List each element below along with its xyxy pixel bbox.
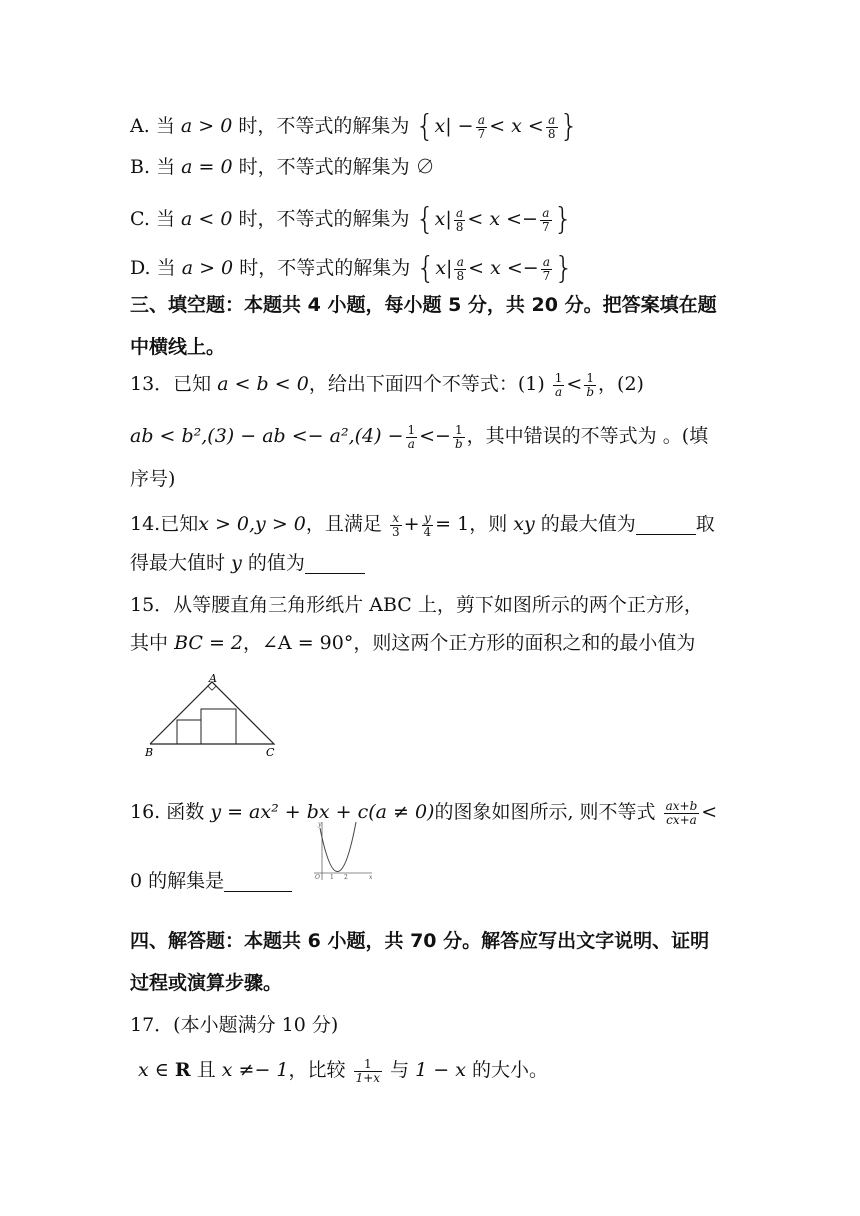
fraction [540,207,552,233]
numerator: 1 [453,424,465,438]
q13-line-2 [130,424,708,450]
set-text: x| [435,257,453,279]
option-text: 时，不等式的解集为 [238,156,410,178]
q15-condition: BC = 2 [174,632,244,654]
q17-condition: x ≠− 1 [221,1059,289,1082]
option-b [130,158,435,177]
vertex-a-label: A [209,672,217,685]
option-label: B. [130,156,151,178]
fraction [584,372,596,398]
triangle-outline [150,682,274,744]
q14-text: ，且满足 [305,513,382,536]
set-text: < x <− [468,257,539,279]
q14-text: 的最大值为 [540,513,636,536]
q16-text: 0 的解集是 [130,870,225,892]
real-set-symbol: R [174,1059,191,1082]
vertex-c-label: C [266,746,275,759]
option-condition: a > 0 [181,257,234,279]
option-text: 当 [156,257,176,279]
q14-condition: x > 0,y > 0 [198,513,306,536]
fraction [454,256,466,282]
right-brace: } [553,202,573,237]
q15-text: ，则这两个正方形的面积之和的最小值为 [353,632,696,654]
parabola-graph [306,818,376,884]
q16-line-2 [130,872,292,892]
origin-label: O [315,874,320,881]
numerator: a [540,207,552,221]
numerator: 1 [354,1058,382,1072]
q16-line-1 [130,800,717,826]
numerator: a [546,114,558,128]
numerator: a [454,256,466,270]
numerator: a [541,256,553,270]
set-text: < x <− [467,208,538,230]
option-text: 当 [156,156,176,178]
denominator: 7 [477,126,486,141]
fraction [664,800,700,826]
q17-text: 与 [390,1059,410,1082]
denominator: 4 [423,524,432,539]
q17-text: ，比较 [288,1059,346,1082]
q14-var: xy [513,513,535,536]
denominator: 7 [542,268,551,283]
numerator: 1 [554,371,563,385]
fraction [406,424,418,450]
q17-body [138,1058,548,1084]
denominator: 8 [456,268,465,283]
left-brace: { [415,109,435,144]
option-label: A. [130,115,150,137]
section-4-heading: 四、解答题：本题共 6 小题，共 70 分。解答应写出文字说明、证明 [130,930,710,952]
q14-text: 得最大值时 [130,552,226,574]
q14-line-1 [130,512,715,538]
option-text: 时，不等式的解集为 [238,115,410,137]
numerator: a [454,207,466,221]
fraction [390,512,402,538]
fraction [454,207,466,233]
fraction [354,1058,382,1084]
q16-function: y = ax² + bx + c(a ≠ 0) [210,801,435,824]
numerator: ax+b [665,799,698,813]
left-brace: { [415,202,435,237]
option-label: D. [130,257,151,279]
option-text: 时，不等式的解集为 [239,257,411,279]
q13-inequalities: ab < b²,(3) − ab <− a²,(4) − [130,425,404,448]
small-square [177,720,201,744]
denominator: 7 [541,219,550,234]
section-3-heading: 三、填空题：本题共 4 小题，每小题 5 分，共 20 分。把答案填在题 [130,294,717,316]
empty-set: ∅ [415,156,435,178]
option-d [130,251,574,286]
q14-text: ，则 [469,513,508,536]
q14-text: 取 [695,513,715,536]
denominator: 8 [547,126,556,141]
q16-text: 16. 函数 [130,801,205,824]
fraction [422,512,434,538]
q13-text: ，给出下面四个不等式：(1) [308,373,545,396]
denominator: a [555,384,563,399]
fraction [476,114,488,140]
lt-sign: < [566,373,583,396]
section-3-heading-cont: 中横线上。 [130,336,226,358]
option-c [130,202,573,237]
numerator: 1 [407,423,416,437]
answer-blank[interactable] [305,554,365,574]
q14-line-2 [130,554,365,574]
set-text: < x < [489,115,544,137]
fraction [453,424,465,450]
q13-text: ，(2) [598,373,644,396]
tick-label-2: 2 [344,874,348,881]
q13-line-1 [130,372,644,398]
section-4-heading-cont: 过程或演算步骤。 [130,972,283,994]
q15-line-2 [130,634,695,653]
plus-sign: + [403,513,420,536]
set-text: x| − [434,115,474,137]
q15-condition: ，∠A = 90° [243,632,354,654]
right-brace: } [554,251,574,286]
numerator: 1 [584,372,596,386]
q17-expr: x ∈ [138,1059,169,1082]
option-condition: a < 0 [181,208,233,230]
numerator: y [422,512,434,526]
denominator: 1+x [355,1070,381,1085]
option-a [130,109,579,144]
tick-label-1: 1 [330,874,334,881]
vertex-b-label: B [145,746,154,759]
denominator: b [454,436,463,451]
set-text: x| [434,208,452,230]
x-axis-label: x [369,874,373,881]
q14-text: 的值为 [247,552,305,574]
large-square [201,709,236,744]
q14-var: y [231,552,242,574]
q13-line-3: 序号) [130,468,176,490]
q14-equation: = 1 [435,513,470,536]
fraction [553,372,565,398]
q17-expr: 1 − x [415,1059,466,1082]
denominator: 8 [455,219,464,234]
y-axis-label: y [318,821,322,828]
triangle-figure [140,672,290,760]
option-condition: a > 0 [180,115,233,137]
answer-blank[interactable] [636,515,696,535]
q15-line-1: 15．从等腰直角三角形纸片 ABC 上，剪下如图所示的两个正方形， [130,594,703,616]
numerator: x [390,512,402,526]
q13-text: 13．已知 [130,373,212,396]
q17-text: 且 [196,1059,216,1082]
option-label: C. [130,208,150,230]
denominator: a [407,436,415,451]
parabola-curve [320,822,356,872]
fraction [541,256,553,282]
option-text: 当 [155,115,175,137]
right-brace: } [559,109,579,144]
numerator: a [476,114,488,128]
denominator: cx+a [666,812,697,827]
option-text: 时，不等式的解集为 [238,208,410,230]
q13-text: ，其中错误的不等式为 。(填 [466,425,709,448]
option-condition: a = 0 [181,156,233,178]
denominator: b [586,384,595,399]
lt-sign: < [701,801,718,824]
fraction [546,114,558,140]
q15-text: 其中 [130,632,169,654]
q13-condition: a < b < 0 [217,373,309,396]
left-brace: { [416,251,436,286]
q14-text: 14.已知 [130,513,199,536]
denominator: 3 [391,524,400,539]
option-text: 当 [155,208,175,230]
lt-sign: <− [419,425,451,448]
q16-text: 的图象如图所示, 则不等式 [434,801,656,824]
q17-text: 的大小。 [472,1059,549,1082]
answer-blank[interactable] [224,872,292,892]
q17-title: 17．(本小题满分 10 分) [130,1014,339,1036]
